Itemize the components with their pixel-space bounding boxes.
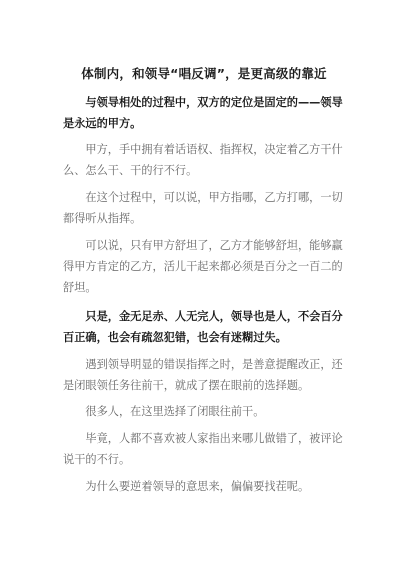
paragraph-7: 很多人，在这里选择了闭眼往前干。 (85, 405, 265, 418)
paragraph-5: 只是，金无足赤、人无完人，领导也是人，不会百分百正确，也会有疏忽犯错，也会有迷糊过失。 (63, 310, 343, 344)
paragraph-1: 与领导相处的过程中，双方的定位是固定的——领导是永远的甲方。 (63, 96, 343, 130)
paragraph-2: 甲方，手中拥有着话语权、指挥权，决定着乙方干什么、怎么干、干的行不行。 (63, 143, 343, 177)
document-title: 体制内，和领导“唱反调”，是更高级的靠近 (81, 66, 327, 81)
paragraph-8: 毕竟，人都不喜欢被人家指出来哪儿做错了，被评论说干的不行。 (63, 432, 343, 466)
paragraph-3: 在这个过程中，可以说，甲方指哪，乙方打哪，一切都得听从指挥。 (63, 191, 343, 225)
paragraph-6: 遇到领导明显的错误指挥之时，是善意提醒改正，还是闭眼领任务往前干，就成了摆在眼前的选择题。 (63, 358, 343, 392)
paragraph-9: 为什么要逆着领导的意思来，偏偏要找茬呢。 (85, 480, 310, 493)
paragraph-4: 可以说，只有甲方舒坦了，乙方才能够舒坦，能够赢得甲方肯定的乙方，活儿干起来都必须是百分之一百二的舒坦。 (63, 239, 343, 294)
